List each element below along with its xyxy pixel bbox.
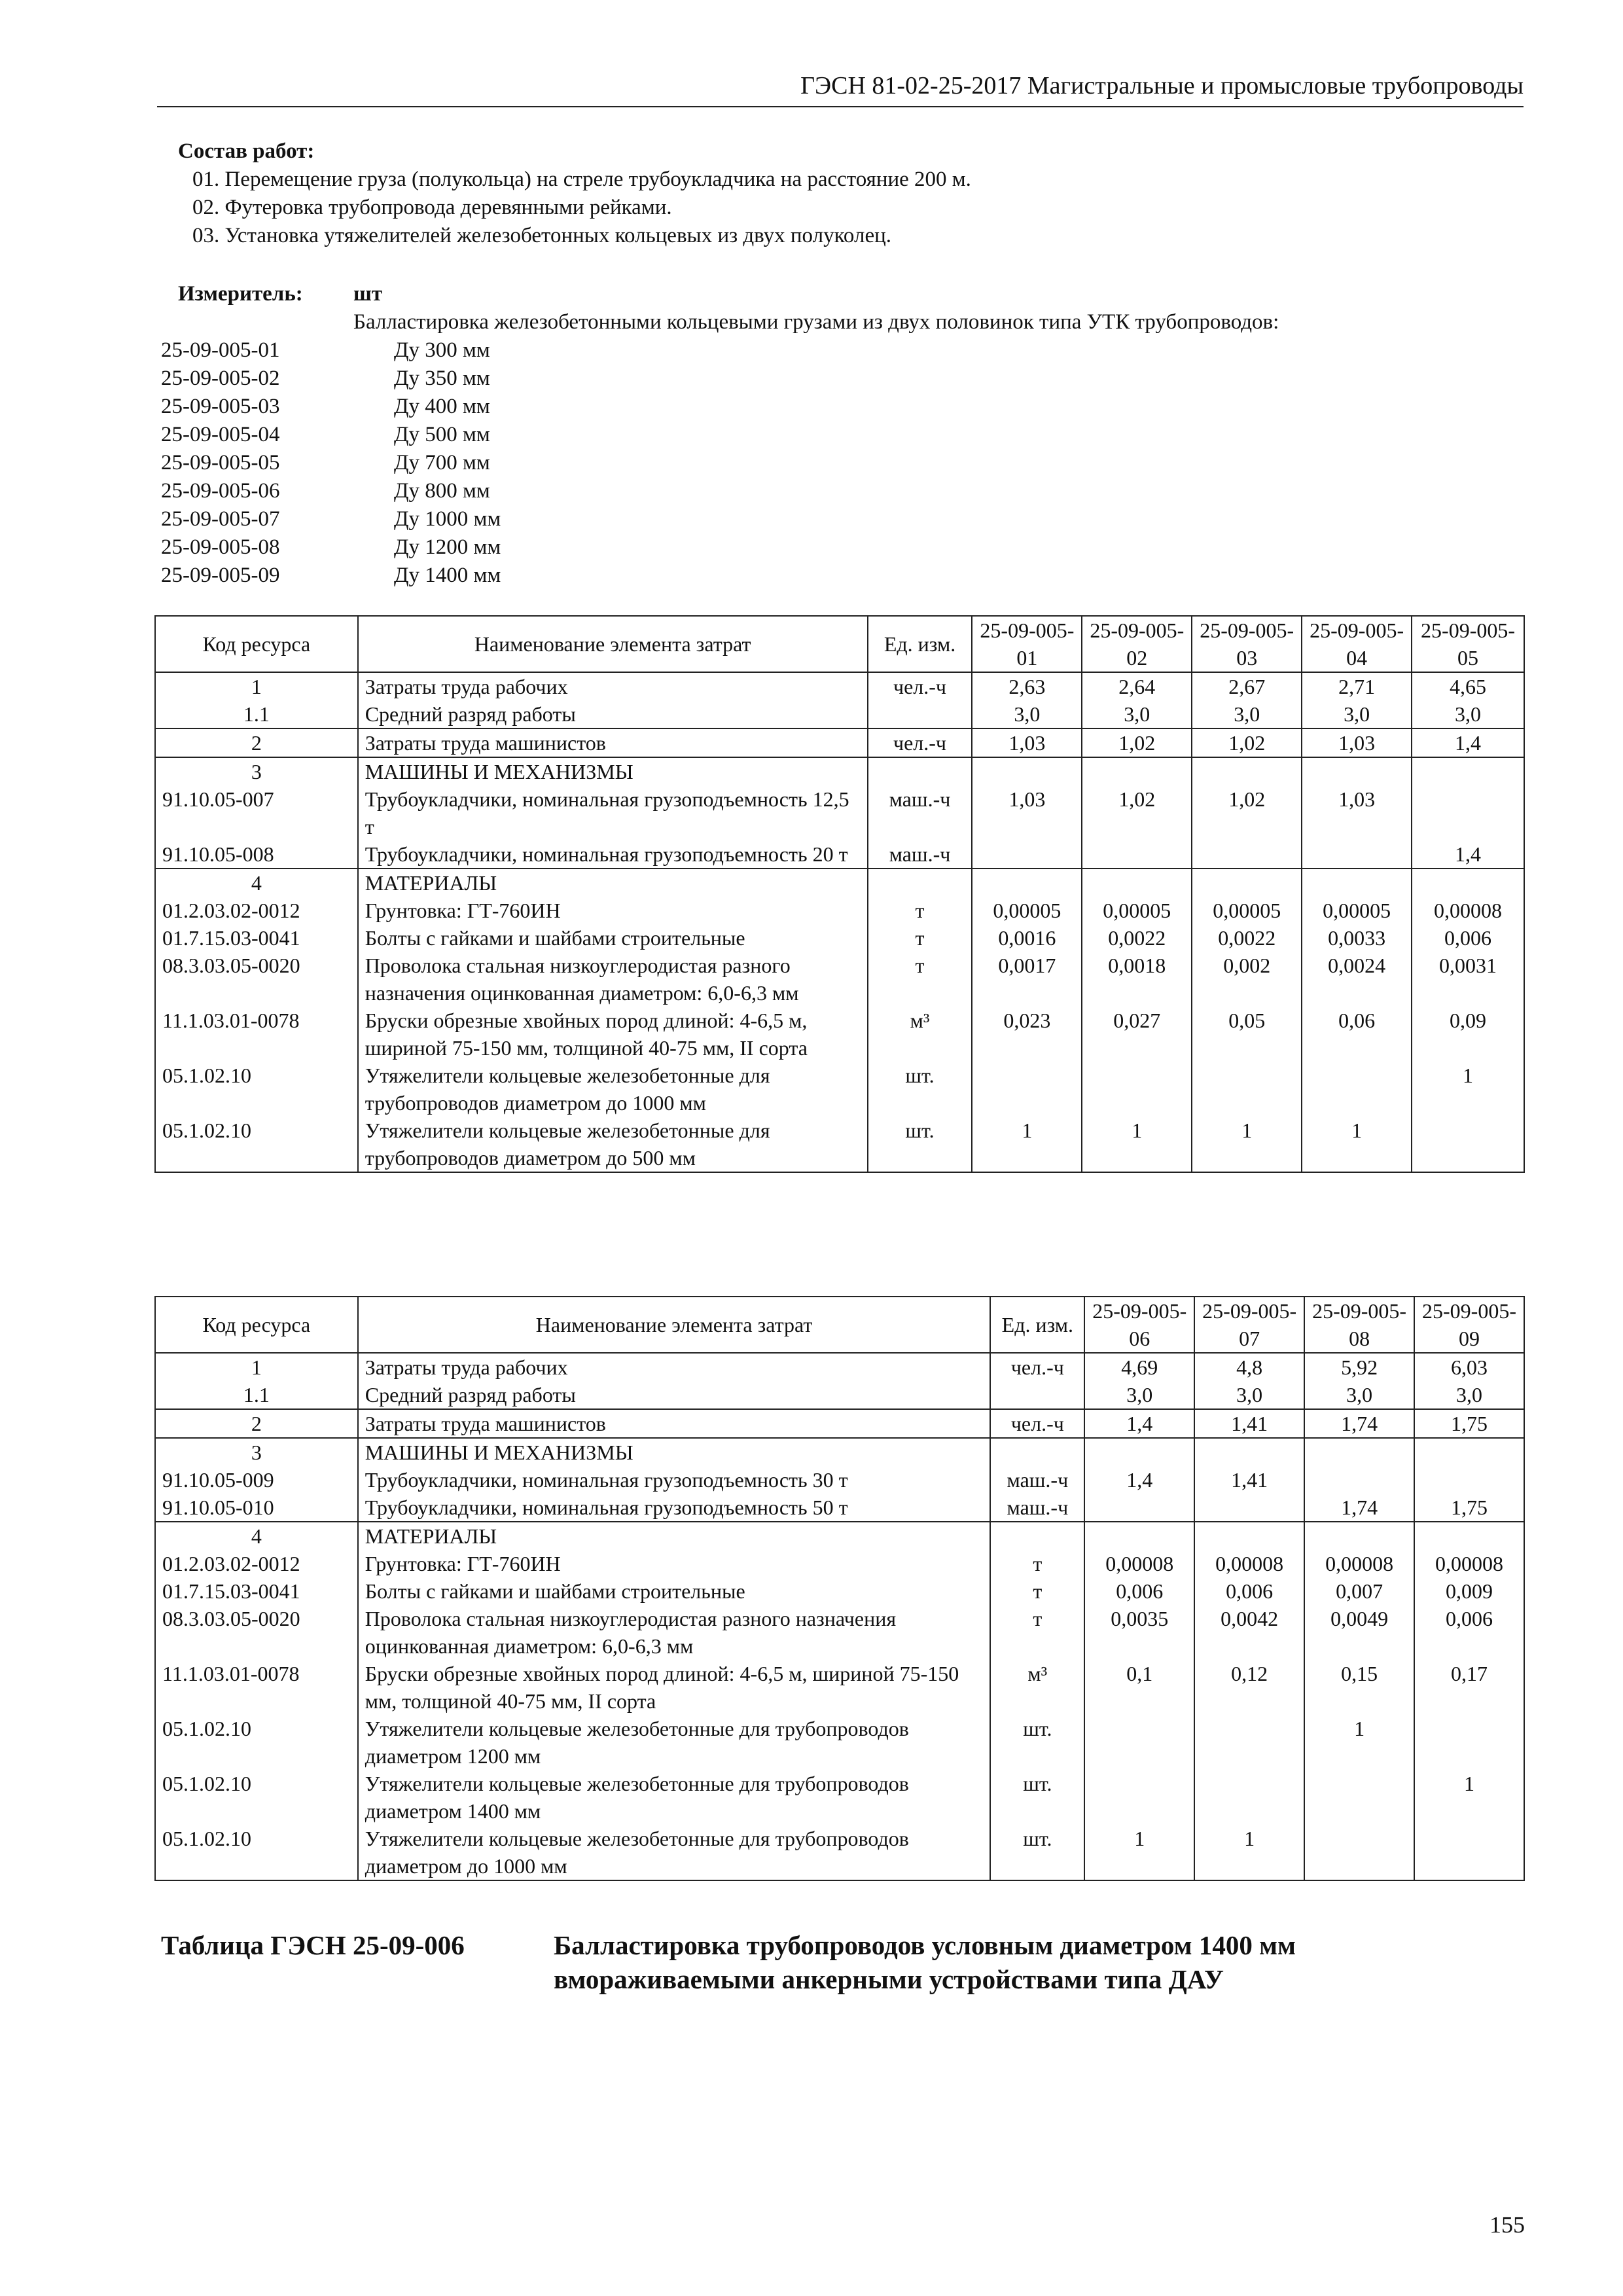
value-cell — [1194, 1522, 1304, 1550]
value-cell — [972, 1062, 1082, 1117]
header-col: 25-09-005-05 — [1412, 616, 1524, 672]
header-col: 25-09-005-07 — [1194, 1297, 1304, 1353]
resource-code: 08.3.03.05-0020 — [155, 1605, 358, 1660]
value-cell — [1412, 1117, 1524, 1172]
value-cell: 1,02 — [1192, 785, 1302, 840]
table-row — [155, 1494, 1524, 1522]
value-cell: 0,023 — [972, 1007, 1082, 1062]
unit-cell — [990, 1438, 1084, 1466]
measure-item-text: Ду 800 мм — [394, 479, 490, 503]
value-cell: 2,67 — [1192, 672, 1302, 700]
header-col: 25-09-005-06 — [1084, 1297, 1194, 1353]
value-cell: 0,00008 — [1084, 1550, 1194, 1577]
value-cell: 3,0 — [1304, 1381, 1414, 1409]
value-cell: 1 — [1414, 1770, 1524, 1825]
resource-code: 4 — [155, 869, 358, 897]
value-cell — [1084, 1715, 1194, 1770]
value-cell: 0,17 — [1414, 1660, 1524, 1715]
unit-cell: маш.-ч — [868, 840, 972, 869]
unit-cell: т — [868, 897, 972, 924]
value-cell — [972, 869, 1082, 897]
measure-item-text: Ду 500 мм — [394, 423, 490, 446]
resource-code: 1.1 — [155, 700, 358, 728]
resource-code: 3 — [155, 1438, 358, 1466]
value-cell — [1414, 1825, 1524, 1880]
unit-cell: чел.-ч — [868, 728, 972, 757]
unit-cell: т — [990, 1605, 1084, 1660]
composition-step: 02. Футеровка трубопровода деревянными рейками. — [192, 196, 672, 219]
value-cell: 0,09 — [1412, 1007, 1524, 1062]
value-cell: 1,4 — [1084, 1409, 1194, 1438]
cost-element-name: Проволока стальная низкоуглеродистая разного назначения оцинкованная диаметром: 6,0-6,3 мм — [358, 1605, 991, 1660]
value-cell: 0,00005 — [1192, 897, 1302, 924]
measure-item-text: Ду 1200 мм — [394, 535, 501, 559]
composition-step: 01. Перемещение груза (полукольца) на стреле трубоукладчика на расстояние 200 м. — [192, 168, 971, 191]
value-cell — [1194, 1715, 1304, 1770]
header-code: Код ресурса — [155, 616, 358, 672]
value-cell: 0,006 — [1194, 1577, 1304, 1605]
value-cell: 1 — [1082, 1117, 1192, 1172]
resource-code: 01.7.15.03-0041 — [155, 924, 358, 952]
header-unit: Ед. изм. — [868, 616, 972, 672]
measure-item-code: 25-09-005-01 — [161, 338, 280, 362]
value-cell: 2,71 — [1302, 672, 1412, 700]
unit-cell: маш.-ч — [990, 1466, 1084, 1494]
header-code: Код ресурса — [155, 1297, 358, 1353]
unit-cell: маш.-ч — [990, 1494, 1084, 1522]
resource-code: 01.2.03.02-0012 — [155, 897, 358, 924]
value-cell: 1,02 — [1192, 728, 1302, 757]
table-row — [155, 1062, 1524, 1117]
value-cell — [1082, 840, 1192, 869]
value-cell — [1304, 1825, 1414, 1880]
measure-item-list — [161, 336, 1522, 590]
cost-element-name: Трубоукладчики, номинальная грузоподъемность 20 т — [358, 840, 868, 869]
value-cell: 3,0 — [1082, 700, 1192, 728]
value-cell — [1192, 840, 1302, 869]
table-row — [155, 1522, 1524, 1550]
value-cell: 0,027 — [1082, 1007, 1192, 1062]
table-row — [155, 1577, 1524, 1605]
value-cell: 1,74 — [1304, 1494, 1414, 1522]
value-cell — [972, 840, 1082, 869]
composition-title: Состав работ: — [178, 139, 315, 163]
cost-element-name: Утяжелители кольцевые железобетонные для трубопроводов диаметром 1200 мм — [358, 1715, 991, 1770]
value-cell: 1 — [1304, 1715, 1414, 1770]
value-cell: 0,1 — [1084, 1660, 1194, 1715]
table-row — [155, 1409, 1524, 1438]
value-cell — [1082, 869, 1192, 897]
unit-cell: т — [868, 924, 972, 952]
measure-item-code: 25-09-005-04 — [161, 423, 280, 446]
measure-item-text: Ду 400 мм — [394, 395, 490, 418]
table-row — [155, 672, 1524, 700]
value-cell: 0,00008 — [1304, 1550, 1414, 1577]
table-row — [155, 1438, 1524, 1466]
value-cell: 0,00008 — [1414, 1550, 1524, 1577]
work-composition — [178, 137, 1520, 250]
table-row — [155, 1007, 1524, 1062]
next-table-title — [161, 1928, 1522, 1996]
table-row — [155, 869, 1524, 897]
table-row — [155, 1550, 1524, 1577]
cost-element-name: Утяжелители кольцевые железобетонные для трубопроводов диаметром до 1000 мм — [358, 1062, 868, 1117]
value-cell: 0,0018 — [1082, 952, 1192, 1007]
header-col: 25-09-005-08 — [1304, 1297, 1414, 1353]
value-cell: 0,00008 — [1194, 1550, 1304, 1577]
cost-element-name: Проволока стальная низкоуглеродистая разного назначения оцинкованная диаметром: 6,0-6,3 мм — [358, 952, 868, 1007]
table-row — [155, 728, 1524, 757]
unit-cell: чел.-ч — [868, 672, 972, 700]
value-cell — [1084, 1770, 1194, 1825]
header-col: 25-09-005-09 — [1414, 1297, 1524, 1353]
measure-item-code: 25-09-005-03 — [161, 395, 280, 418]
table-row — [155, 897, 1524, 924]
measure-item — [161, 533, 1522, 562]
measure-item-text: Ду 1000 мм — [394, 507, 501, 531]
table-row — [155, 1660, 1524, 1715]
value-cell — [1082, 1062, 1192, 1117]
value-cell — [1084, 1522, 1194, 1550]
resource-table-1 — [154, 615, 1525, 1173]
table-row — [155, 757, 1524, 785]
unit-cell: т — [868, 952, 972, 1007]
value-cell: 0,006 — [1084, 1577, 1194, 1605]
measure-unit: шт — [353, 282, 383, 306]
unit-cell: чел.-ч — [990, 1409, 1084, 1438]
cost-element-name: Утяжелители кольцевые железобетонные для трубопроводов диаметром до 500 мм — [358, 1117, 868, 1172]
measure-item — [161, 477, 1522, 505]
cost-element-name: Бруски обрезные хвойных пород длиной: 4-6,5 м, шириной 75-150 мм, толщиной 40-75 мм, II сорта — [358, 1660, 991, 1715]
value-cell: 1,4 — [1412, 728, 1524, 757]
value-cell — [1304, 1522, 1414, 1550]
value-cell — [1084, 1494, 1194, 1522]
resource-code: 91.10.05-010 — [155, 1494, 358, 1522]
measure-item-code: 25-09-005-06 — [161, 479, 280, 503]
table-row — [155, 1117, 1524, 1172]
resource-code: 05.1.02.10 — [155, 1062, 358, 1117]
value-cell: 1,4 — [1084, 1466, 1194, 1494]
value-cell — [1194, 1770, 1304, 1825]
value-cell: 3,0 — [1412, 700, 1524, 728]
value-cell: 1 — [1302, 1117, 1412, 1172]
table-row — [155, 1825, 1524, 1880]
resource-code: 01.2.03.02-0012 — [155, 1550, 358, 1577]
value-cell: 1 — [1084, 1825, 1194, 1880]
cost-element-name: Затраты труда машинистов — [358, 728, 868, 757]
running-header: ГЭСН 81-02-25-2017 Магистральные и промысловые трубопроводы — [157, 71, 1524, 107]
value-cell: 1,02 — [1082, 785, 1192, 840]
table-row — [155, 1381, 1524, 1409]
measure-item-code: 25-09-005-08 — [161, 535, 280, 559]
measure-item-text: Ду 1400 мм — [394, 564, 501, 587]
value-cell: 0,06 — [1302, 1007, 1412, 1062]
composition-step: 03. Установка утяжелителей железобетонных кольцевых из двух полуколец. — [192, 224, 892, 247]
measure-item — [161, 449, 1522, 477]
value-cell: 4,8 — [1194, 1353, 1304, 1381]
value-cell: 1,03 — [972, 785, 1082, 840]
cost-element-name: Бруски обрезные хвойных пород длиной: 4-6,5 м, шириной 75-150 мм, толщиной 40-75 мм, II сорта — [358, 1007, 868, 1062]
value-cell — [1192, 869, 1302, 897]
table-row — [155, 924, 1524, 952]
unit-cell: чел.-ч — [990, 1353, 1084, 1381]
table-row — [155, 700, 1524, 728]
value-cell: 0,002 — [1192, 952, 1302, 1007]
resource-code: 4 — [155, 1522, 358, 1550]
value-cell: 1,02 — [1082, 728, 1192, 757]
measure-item-code: 25-09-005-07 — [161, 507, 280, 531]
cost-element-name: МАШИНЫ И МЕХАНИЗМЫ — [358, 757, 868, 785]
table-row — [155, 1353, 1524, 1381]
cost-element-name: Грунтовка: ГТ-760ИН — [358, 1550, 991, 1577]
measure-item — [161, 365, 1522, 393]
value-cell — [1414, 1715, 1524, 1770]
unit-cell — [990, 1522, 1084, 1550]
value-cell: 4,65 — [1412, 672, 1524, 700]
value-cell: 1,41 — [1194, 1466, 1304, 1494]
next-table-label: Таблица ГЭСН 25-09-006 — [161, 1930, 465, 1960]
resource-code: 05.1.02.10 — [155, 1770, 358, 1825]
measure-item — [161, 505, 1522, 533]
resource-code: 1 — [155, 672, 358, 700]
resource-code: 1 — [155, 1353, 358, 1381]
measure-item-text: Ду 350 мм — [394, 367, 490, 390]
cost-element-name: Утяжелители кольцевые железобетонные для трубопроводов диаметром до 1000 мм — [358, 1825, 991, 1880]
value-cell: 0,009 — [1414, 1577, 1524, 1605]
value-cell: 0,12 — [1194, 1660, 1304, 1715]
value-cell: 0,05 — [1192, 1007, 1302, 1062]
value-cell — [1412, 869, 1524, 897]
measure-item — [161, 336, 1522, 365]
cost-element-name: Болты с гайками и шайбами строительные — [358, 1577, 991, 1605]
table-row — [155, 1770, 1524, 1825]
value-cell: 0,0022 — [1192, 924, 1302, 952]
value-cell — [1302, 869, 1412, 897]
resource-code: 11.1.03.01-0078 — [155, 1660, 358, 1715]
resource-code: 1.1 — [155, 1381, 358, 1409]
cost-element-name: Средний разряд работы — [358, 1381, 991, 1409]
resource-code: 05.1.02.10 — [155, 1825, 358, 1880]
page-number: 155 — [1489, 2212, 1525, 2238]
value-cell: 0,006 — [1412, 924, 1524, 952]
header-unit: Ед. изм. — [990, 1297, 1084, 1353]
unit-cell: шт. — [990, 1770, 1084, 1825]
value-cell: 1,75 — [1414, 1409, 1524, 1438]
value-cell — [1412, 757, 1524, 785]
value-cell: 0,0049 — [1304, 1605, 1414, 1660]
value-cell — [1304, 1466, 1414, 1494]
cost-element-name: Трубоукладчики, номинальная грузоподъемность 50 т — [358, 1494, 991, 1522]
unit-cell: шт. — [990, 1825, 1084, 1880]
resource-code: 2 — [155, 728, 358, 757]
value-cell — [1302, 840, 1412, 869]
value-cell: 0,0042 — [1194, 1605, 1304, 1660]
value-cell — [1192, 757, 1302, 785]
value-cell: 1,03 — [1302, 728, 1412, 757]
value-cell: 3,0 — [972, 700, 1082, 728]
resource-code: 05.1.02.10 — [155, 1715, 358, 1770]
cost-element-name: Затраты труда рабочих — [358, 1353, 991, 1381]
value-cell: 0,00008 — [1412, 897, 1524, 924]
value-cell — [1304, 1438, 1414, 1466]
value-cell: 0,0022 — [1082, 924, 1192, 952]
table-row — [155, 785, 1524, 840]
cost-element-name: МАТЕРИАЛЫ — [358, 1522, 991, 1550]
value-cell: 0,00005 — [972, 897, 1082, 924]
value-cell: 0,007 — [1304, 1577, 1414, 1605]
resource-code: 91.10.05-008 — [155, 840, 358, 869]
value-cell — [1194, 1438, 1304, 1466]
value-cell: 2,64 — [1082, 672, 1192, 700]
value-cell: 1,41 — [1194, 1409, 1304, 1438]
value-cell — [1192, 1062, 1302, 1117]
unit-cell: т — [990, 1550, 1084, 1577]
value-cell: 1,03 — [972, 728, 1082, 757]
value-cell — [1414, 1438, 1524, 1466]
value-cell: 3,0 — [1194, 1381, 1304, 1409]
value-cell: 3,0 — [1084, 1381, 1194, 1409]
value-cell — [1194, 1494, 1304, 1522]
table-row — [155, 1605, 1524, 1660]
cost-element-name: Затраты труда рабочих — [358, 672, 868, 700]
value-cell: 0,0016 — [972, 924, 1082, 952]
cost-element-name: Трубоукладчики, номинальная грузоподъемность 30 т — [358, 1466, 991, 1494]
value-cell: 1 — [972, 1117, 1082, 1172]
value-cell — [1082, 757, 1192, 785]
cost-element-name: Утяжелители кольцевые железобетонные для трубопроводов диаметром 1400 мм — [358, 1770, 991, 1825]
value-cell — [1414, 1466, 1524, 1494]
unit-cell: шт. — [868, 1062, 972, 1117]
resource-code: 05.1.02.10 — [155, 1117, 358, 1172]
header-col: 25-09-005-04 — [1302, 616, 1412, 672]
value-cell: 0,0024 — [1302, 952, 1412, 1007]
value-cell: 3,0 — [1192, 700, 1302, 728]
value-cell: 2,63 — [972, 672, 1082, 700]
resource-code: 91.10.05-009 — [155, 1466, 358, 1494]
unit-cell — [990, 1381, 1084, 1409]
value-cell: 4,69 — [1084, 1353, 1194, 1381]
header-name: Наименование элемента затрат — [358, 616, 868, 672]
value-cell: 0,0031 — [1412, 952, 1524, 1007]
measure-item-code: 25-09-005-02 — [161, 367, 280, 390]
cost-element-name: МАШИНЫ И МЕХАНИЗМЫ — [358, 1438, 991, 1466]
value-cell: 0,15 — [1304, 1660, 1414, 1715]
cost-element-name: Грунтовка: ГТ-760ИН — [358, 897, 868, 924]
value-cell: 0,0033 — [1302, 924, 1412, 952]
resource-code: 01.7.15.03-0041 — [155, 1577, 358, 1605]
resource-code: 2 — [155, 1409, 358, 1438]
measure-item-code: 25-09-005-05 — [161, 451, 280, 475]
value-cell: 1,75 — [1414, 1494, 1524, 1522]
value-cell — [1412, 785, 1524, 840]
resource-code: 08.3.03.05-0020 — [155, 952, 358, 1007]
value-cell: 0,006 — [1414, 1605, 1524, 1660]
value-cell: 1 — [1412, 1062, 1524, 1117]
value-cell: 1,4 — [1412, 840, 1524, 869]
cost-element-name: МАТЕРИАЛЫ — [358, 869, 868, 897]
unit-cell: маш.-ч — [868, 785, 972, 840]
value-cell: 1 — [1192, 1117, 1302, 1172]
value-cell: 1,74 — [1304, 1409, 1414, 1438]
unit-cell: м³ — [990, 1660, 1084, 1715]
resource-code: 3 — [155, 757, 358, 785]
value-cell: 6,03 — [1414, 1353, 1524, 1381]
measure-item-text: Ду 300 мм — [394, 338, 490, 362]
header-col: 25-09-005-01 — [972, 616, 1082, 672]
measure-item-code: 25-09-005-09 — [161, 564, 280, 587]
measure-item — [161, 421, 1522, 449]
measure-label: Измеритель: — [178, 282, 303, 306]
resource-code: 11.1.03.01-0078 — [155, 1007, 358, 1062]
value-cell: 1,03 — [1302, 785, 1412, 840]
measure-item — [161, 393, 1522, 421]
header-col: 25-09-005-02 — [1082, 616, 1192, 672]
cost-element-name: Болты с гайками и шайбами строительные — [358, 924, 868, 952]
unit-cell — [868, 757, 972, 785]
header-name: Наименование элемента затрат — [358, 1297, 991, 1353]
table-row — [155, 840, 1524, 869]
table-row — [155, 1715, 1524, 1770]
value-cell — [972, 757, 1082, 785]
header-col: 25-09-005-03 — [1192, 616, 1302, 672]
value-cell: 3,0 — [1414, 1381, 1524, 1409]
unit-cell — [868, 869, 972, 897]
resource-table-2 — [154, 1296, 1525, 1881]
next-table-heading: Балластировка трубопроводов условным диаметром 1400 мм вмораживаемыми анкерными устройствами типа ДАУ — [554, 1930, 1296, 1994]
value-cell: 0,0017 — [972, 952, 1082, 1007]
value-cell: 1 — [1194, 1825, 1304, 1880]
value-cell — [1304, 1770, 1414, 1825]
cost-element-name: Затраты труда машинистов — [358, 1409, 991, 1438]
value-cell: 5,92 — [1304, 1353, 1414, 1381]
value-cell: 3,0 — [1302, 700, 1412, 728]
unit-cell: шт. — [868, 1117, 972, 1172]
cost-element-name: Трубоукладчики, номинальная грузоподъемность 12,5 т — [358, 785, 868, 840]
cost-element-name: Средний разряд работы — [358, 700, 868, 728]
unit-cell — [868, 700, 972, 728]
table-row — [155, 1466, 1524, 1494]
measure-item — [161, 562, 1522, 590]
value-cell — [1302, 1062, 1412, 1117]
resource-code: 91.10.05-007 — [155, 785, 358, 840]
table-row — [155, 952, 1524, 1007]
unit-cell: т — [990, 1577, 1084, 1605]
value-cell: 0,0035 — [1084, 1605, 1194, 1660]
measure-item-text: Ду 700 мм — [394, 451, 490, 475]
value-cell — [1414, 1522, 1524, 1550]
value-cell: 0,00005 — [1082, 897, 1192, 924]
value-cell — [1084, 1438, 1194, 1466]
value-cell — [1302, 757, 1412, 785]
unit-cell: м³ — [868, 1007, 972, 1062]
measure-block — [161, 280, 1522, 590]
measure-description: Балластировка железобетонными кольцевыми грузами из двух половинок типа УТК трубопроводов: — [353, 310, 1279, 334]
value-cell: 0,00005 — [1302, 897, 1412, 924]
unit-cell: шт. — [990, 1715, 1084, 1770]
